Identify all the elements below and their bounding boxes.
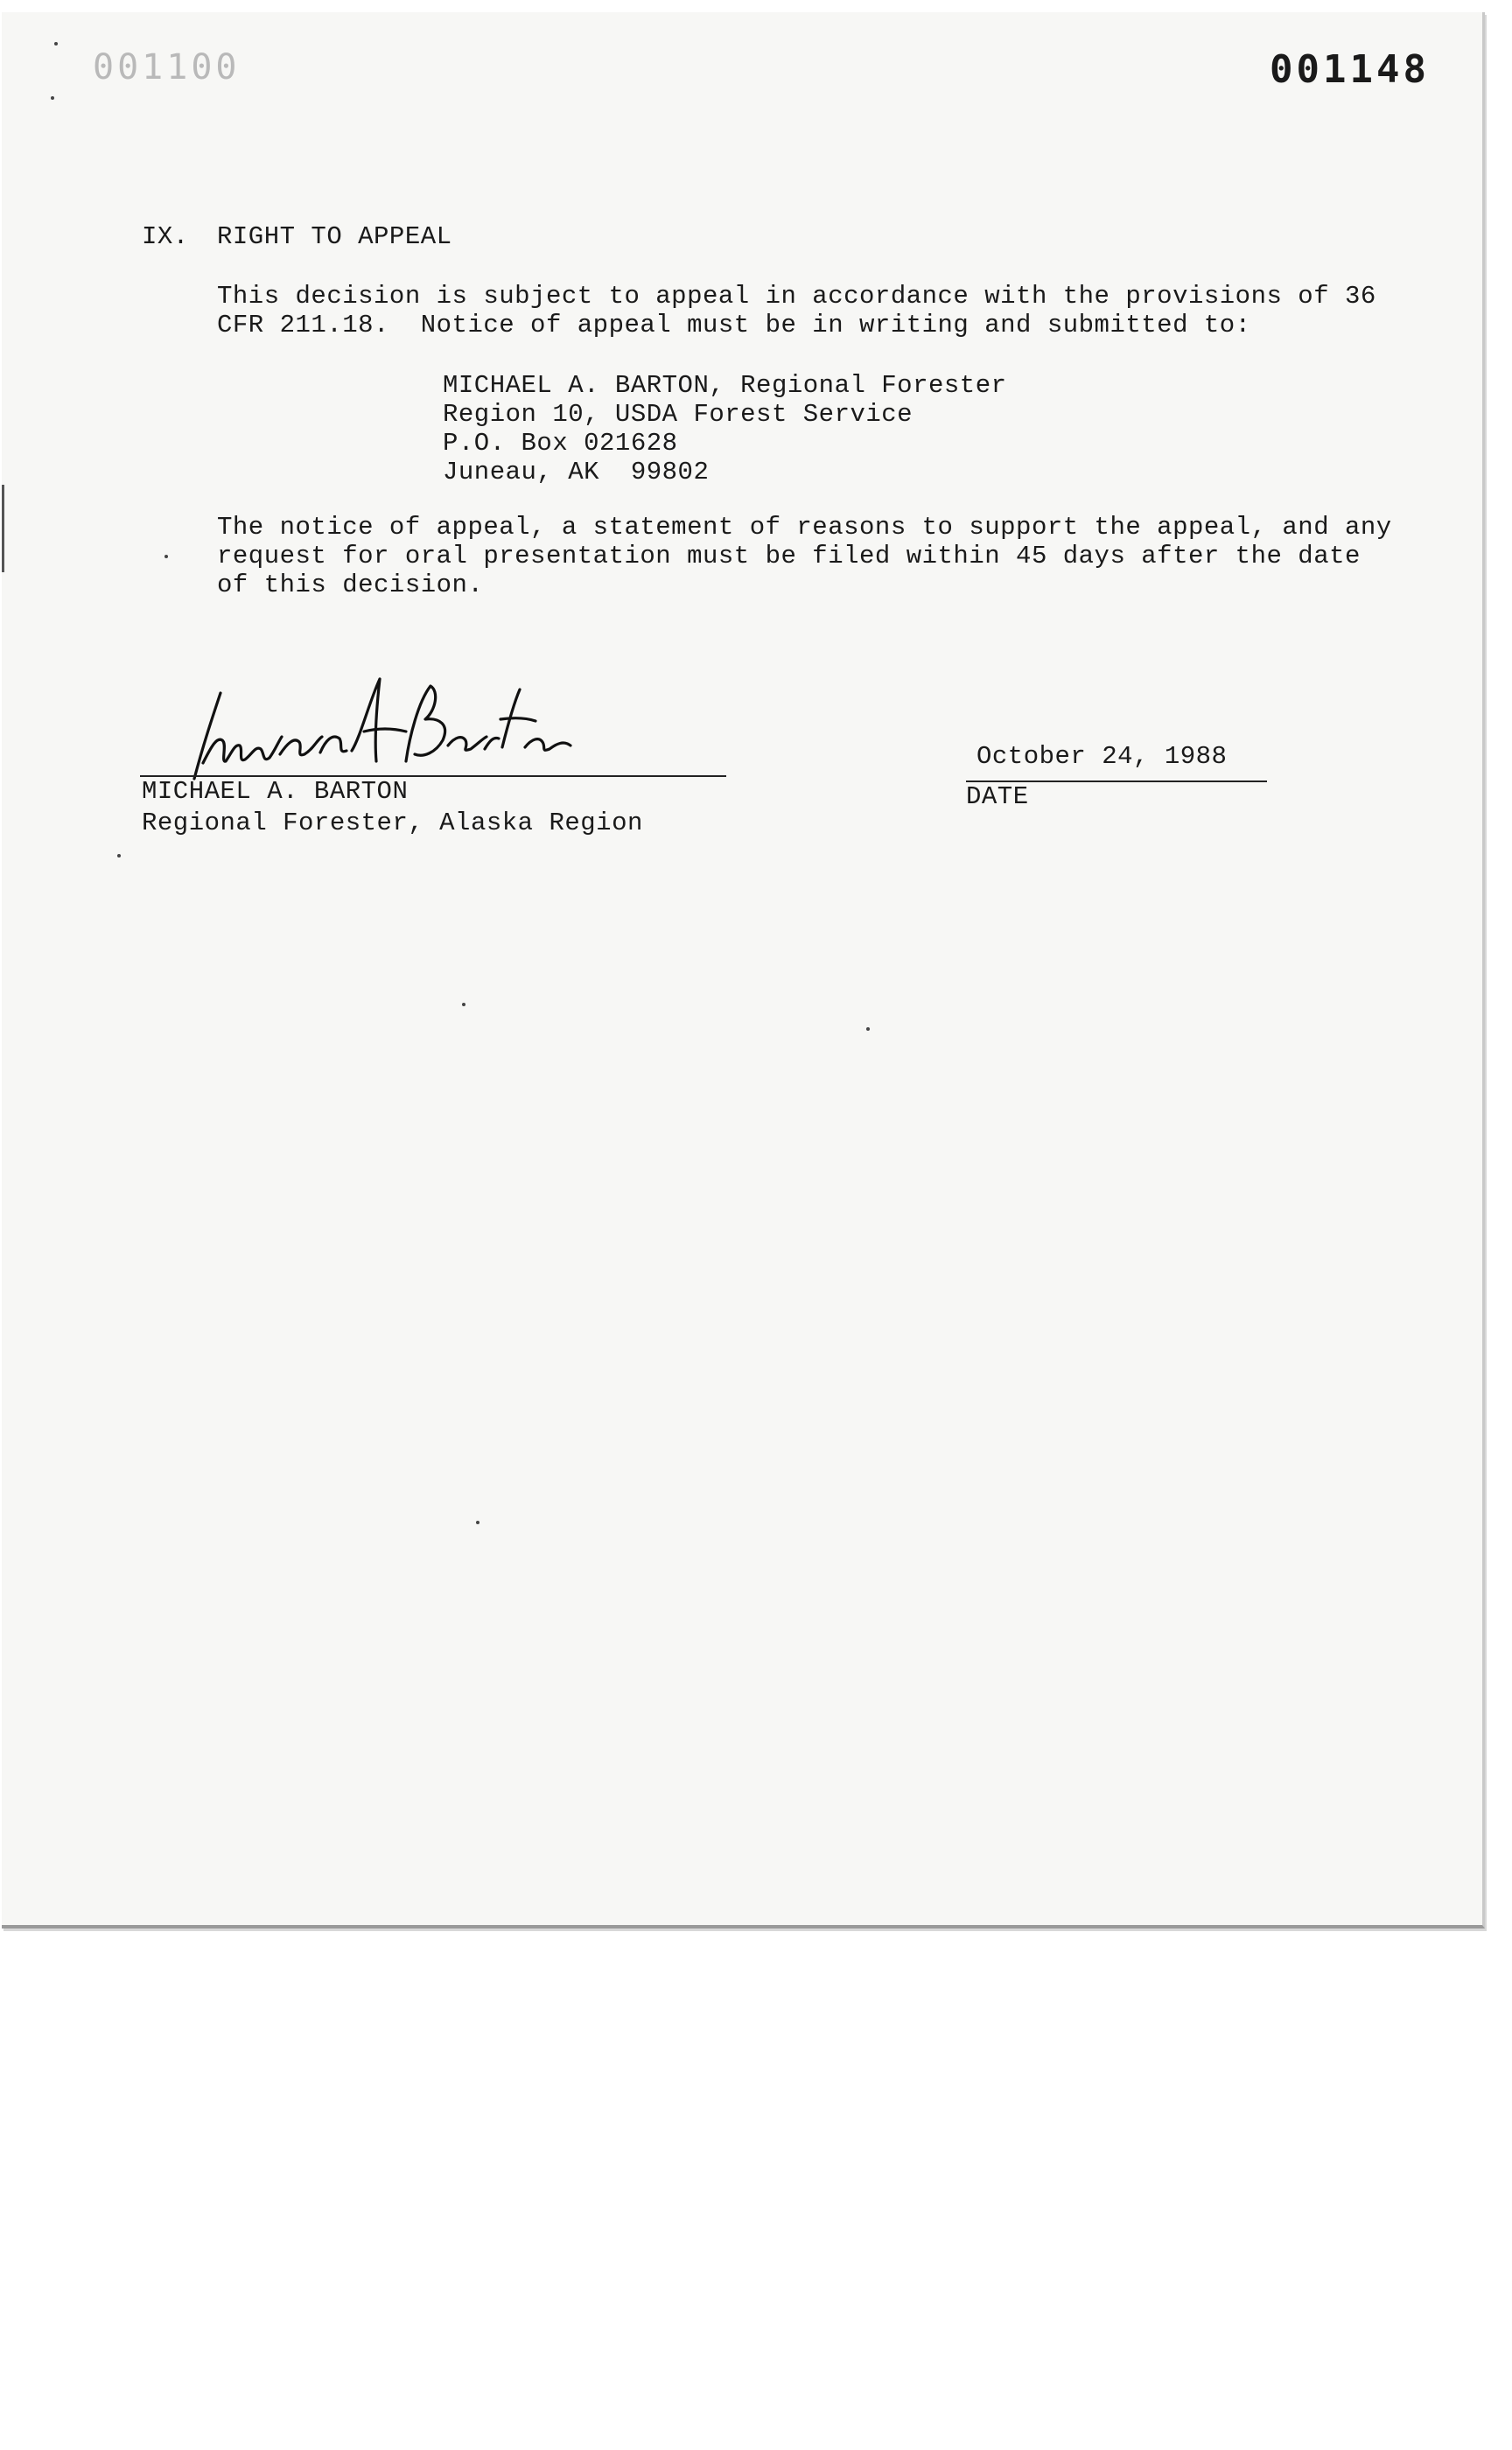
address-line: MICHAEL A. BARTON, Regional Forester xyxy=(443,371,1007,400)
speck-mark xyxy=(476,1521,480,1524)
speck-mark xyxy=(164,555,168,558)
speck-mark xyxy=(866,1027,870,1031)
address-line: Juneau, AK 99802 xyxy=(443,458,710,486)
signer-name: MICHAEL A. BARTON xyxy=(142,777,409,806)
speck-mark xyxy=(54,42,58,46)
address-line: P.O. Box 021628 xyxy=(443,429,678,458)
section-title: RIGHT TO APPEAL xyxy=(217,222,452,251)
document-page xyxy=(2,12,1485,1928)
page-number: 001148 xyxy=(1270,47,1430,92)
signer-title: Regional Forester, Alaska Region xyxy=(142,808,643,837)
filing-paragraph xyxy=(217,513,1392,599)
paragraph-line: of this decision. xyxy=(217,570,484,599)
binding-mark xyxy=(2,485,4,572)
signature-date: October 24, 1988 xyxy=(976,742,1228,771)
mailing-address xyxy=(443,371,1007,486)
handwritten-signature xyxy=(177,667,614,789)
speck-mark xyxy=(117,854,121,858)
paragraph-line: request for oral presentation must be filed within 45 days after the date xyxy=(217,542,1361,570)
paragraph-line: This decision is subject to appeal in accordance with the provisions of 36 xyxy=(217,282,1376,311)
date-label: DATE xyxy=(966,782,1029,811)
speck-mark xyxy=(51,96,54,100)
address-line: Region 10, USDA Forest Service xyxy=(443,400,914,429)
faded-stamp-number: 001100 xyxy=(93,47,241,88)
section-number: IX. xyxy=(142,222,189,251)
paragraph-line: CFR 211.18. Notice of appeal must be in writing and submitted to: xyxy=(217,311,1251,340)
paragraph-line: The notice of appeal, a statement of reasons to support the appeal, and any xyxy=(217,513,1392,542)
speck-mark xyxy=(462,1003,466,1006)
appeal-paragraph xyxy=(217,282,1376,340)
